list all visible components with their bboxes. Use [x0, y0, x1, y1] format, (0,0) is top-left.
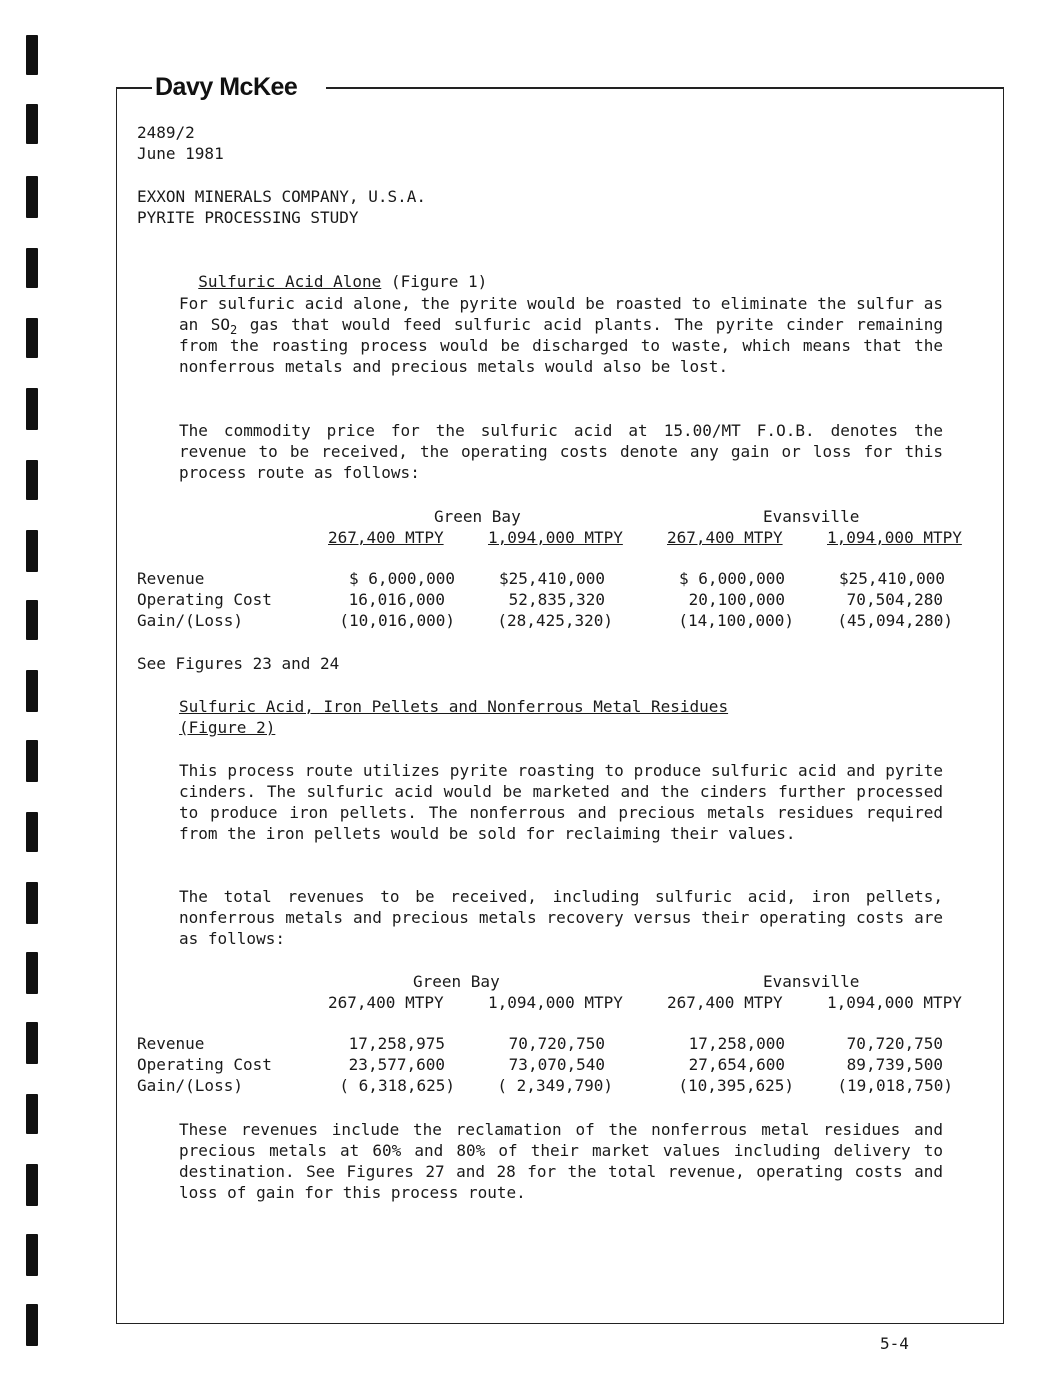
- section1-see-figures: See Figures 23 and 24: [137, 654, 340, 673]
- binder-hole: [26, 1234, 38, 1276]
- section1-heading: [179, 250, 487, 292]
- table1-col-header: 1,094,000 MTPY: [488, 528, 623, 547]
- table1-cell: (14,100,000): [678, 611, 794, 630]
- table1-col-header: 1,094,000 MTPY: [827, 528, 962, 547]
- doc-date: June 1981: [137, 144, 224, 163]
- table2-cell: 17,258,000: [688, 1034, 785, 1053]
- table2-cell: 17,258,975: [348, 1034, 445, 1053]
- binder-hole: [26, 670, 38, 712]
- table2-col-header: 267,400 MTPY: [667, 993, 783, 1012]
- binder-hole: [26, 1094, 38, 1134]
- table2-row-label: Operating Cost: [137, 1055, 272, 1074]
- table2-cell: 27,654,600: [688, 1055, 785, 1074]
- table2-cell: (19,018,750): [837, 1076, 953, 1095]
- table2-site-green-bay: Green Bay: [413, 972, 500, 991]
- section1-heading-figure: (Figure 1): [381, 272, 488, 291]
- header-rule-right: [326, 87, 1004, 89]
- table2-cell: ( 6,318,625): [339, 1076, 455, 1095]
- table2-col-header: 267,400 MTPY: [328, 993, 444, 1012]
- section2-heading-line2: (Figure 2): [179, 718, 276, 737]
- binder-hole: [26, 1164, 38, 1206]
- table2-cell: 70,720,750: [846, 1034, 943, 1053]
- company-logo: Davy McKee: [152, 72, 300, 102]
- binder-hole: [26, 248, 38, 288]
- section1-para2: The commodity price for the sulfuric acid at 15.00/MT F.O.B. denotes the revenue to be received, the operating costs denote any gain or loss for this process route as follows:: [179, 421, 943, 482]
- table1-site-green-bay: Green Bay: [434, 507, 521, 526]
- doc-number: 2489/2: [137, 123, 195, 142]
- binder-hole: [26, 530, 38, 572]
- table1-row-label: Gain/(Loss): [137, 611, 243, 630]
- table1-row-label: Operating Cost: [137, 590, 272, 609]
- table1-cell: 16,016,000: [348, 590, 445, 609]
- table1-row-label: Revenue: [137, 569, 205, 588]
- binder-hole: [26, 104, 38, 144]
- section1-para1-text-a: For sulfuric acid alone, the pyrite would be roasted to eliminate the sulfur as an SO: [179, 294, 943, 334]
- section2-para1: This process route utilizes pyrite roasting to produce sulfuric acid and pyrite cinders. The sulfuric acid would be marketed and the cinders further processed to produce iron pellets. The nonferrous and precious metals residues required from the iron pellets would be sold for reclaiming their values.: [179, 761, 943, 843]
- section1-para1-text-b: gas that would feed sulfuric acid plants. The pyrite cinder remaining from the roasting process would be discharged to waste, which means that the nonferrous metals and precious metals would also be lost.: [179, 315, 944, 376]
- binder-hole: [26, 460, 38, 500]
- table1-cell: $25,410,000: [839, 569, 945, 588]
- table2-row-label: Gain/(Loss): [137, 1076, 243, 1095]
- binder-hole: [26, 952, 38, 994]
- table1-col-header: 267,400 MTPY: [328, 528, 444, 547]
- table1-site-evansville: Evansville: [763, 507, 860, 526]
- binder-hole: [26, 1304, 38, 1346]
- binder-hole: [26, 388, 38, 430]
- section2-para3: These revenues include the reclamation of the nonferrous metal residues and precious metals at 60% and 80% of their market values including delivery to destination. See Figures 27 and 28 for the total revenue, operating costs and loss of gain for this process route.: [179, 1120, 943, 1202]
- table1-cell: 70,504,280: [846, 590, 943, 609]
- binder-hole: [26, 600, 38, 640]
- table1-cell: $25,410,000: [499, 569, 605, 588]
- table2-col-header: 1,094,000 MTPY: [827, 993, 962, 1012]
- binder-hole: [26, 318, 38, 358]
- table2-cell: 70,720,750: [508, 1034, 605, 1053]
- table2-cell: (10,395,625): [678, 1076, 794, 1095]
- table1-cell: (28,425,320): [497, 611, 613, 630]
- company-name: EXXON MINERALS COMPANY, U.S.A.: [137, 187, 426, 206]
- binder-hole: [26, 176, 38, 218]
- page-number: 5-4: [880, 1334, 909, 1353]
- so2-subscript: 2: [230, 323, 238, 338]
- binder-hole: [26, 35, 38, 75]
- table1-cell: $ 6,000,000: [349, 569, 455, 588]
- binder-hole: [26, 812, 38, 852]
- table1-cell: 20,100,000: [688, 590, 785, 609]
- table1-cell: (45,094,280): [837, 611, 953, 630]
- table1-col-header: 267,400 MTPY: [667, 528, 783, 547]
- table1-cell: (10,016,000): [339, 611, 455, 630]
- binder-hole: [26, 1022, 38, 1064]
- section1-heading-title: Sulfuric Acid Alone: [198, 272, 382, 291]
- study-title: PYRITE PROCESSING STUDY: [137, 208, 359, 227]
- section2-heading-line1: Sulfuric Acid, Iron Pellets and Nonferrous Metal Residues: [179, 697, 729, 716]
- table2-row-label: Revenue: [137, 1034, 205, 1053]
- table1-cell: $ 6,000,000: [679, 569, 785, 588]
- binder-hole: [26, 740, 38, 782]
- section2-para2: The total revenues to be received, including sulfuric acid, iron pellets, nonferrous metals and precious metals recovery versus their operating costs are as follows:: [179, 887, 943, 948]
- table2-cell: 73,070,540: [508, 1055, 605, 1074]
- table2-col-header: 1,094,000 MTPY: [488, 993, 623, 1012]
- table2-cell: ( 2,349,790): [497, 1076, 613, 1095]
- binder-hole: [26, 882, 38, 924]
- header-rule-left: [116, 87, 156, 89]
- table1-cell: 52,835,320: [508, 590, 605, 609]
- table2-cell: 23,577,600: [348, 1055, 445, 1074]
- table2-site-evansville: Evansville: [763, 972, 860, 991]
- section1-para1: [179, 293, 943, 377]
- table2-cell: 89,739,500: [846, 1055, 943, 1074]
